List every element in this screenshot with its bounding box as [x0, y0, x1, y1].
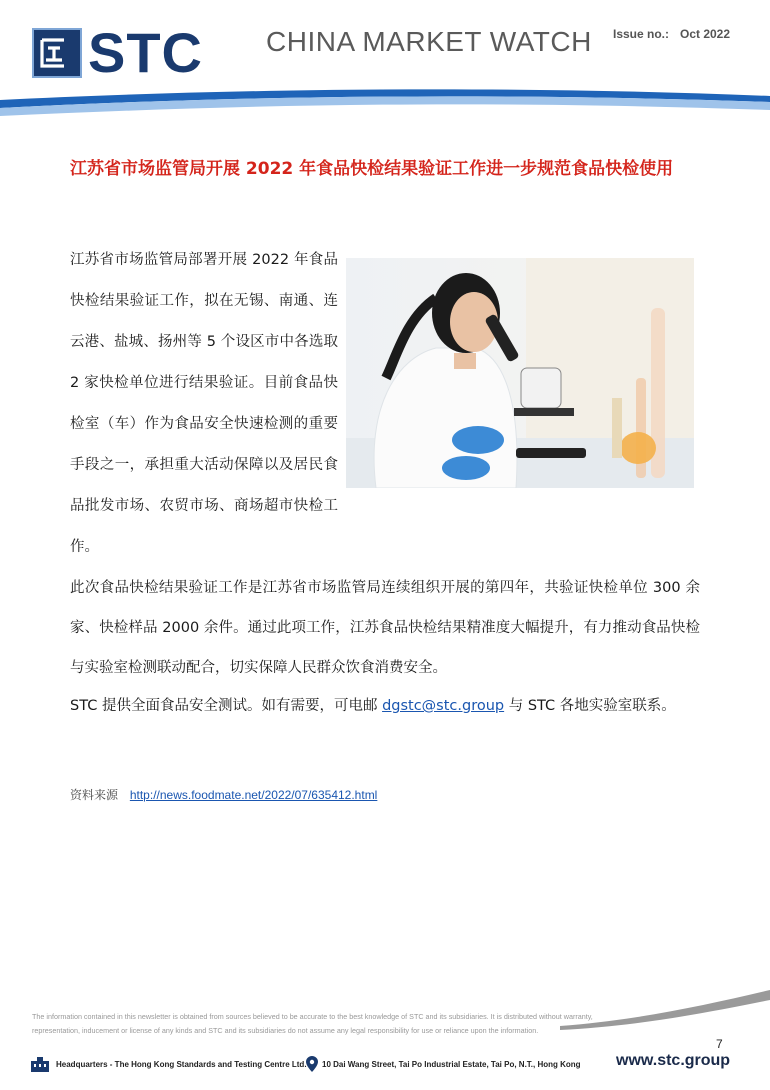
logo-emblem-icon	[32, 28, 82, 78]
source-label: 资料来源	[70, 788, 119, 802]
disclaimer: The information contained in this newsletter is obtained from sources believed to be accurate to the best knowledge of STC and its subsidiaries. It is distributed without warranty, representation, inducement or license of any kinds and STC and its subsidiaries do not assume any legal responsibility for use or reliance upon the information.	[32, 1012, 593, 1035]
address-info	[306, 1056, 581, 1072]
header-swoosh	[0, 86, 770, 126]
body-paragraph-2: 此次食品快检结果验证工作是江苏省市场监管局连续组织开展的第四年，共验证快检单位 300 余家、快检样品 2000 余件。通过此项工作，江苏食品快检结果精准度大幅提升，有力推动食品快检与实验室检测联动配合，切实保障人民群众饮食消费安全。	[70, 580, 700, 676]
body-paragraph-3	[70, 686, 700, 726]
address-text: 10 Dai Wang Street, Tai Po Industrial Estate, Tai Po, N.T., Hong Kong	[322, 1059, 581, 1069]
footer-swoosh	[560, 990, 770, 1030]
headquarters-info	[30, 1056, 307, 1072]
source-link[interactable]: http://news.foodmate.net/2022/07/635412.html	[129, 788, 378, 802]
source-line	[70, 786, 377, 803]
article-title: 江苏省市场监管局开展 2022 年食品快检结果验证工作进一步规范食品快检使用	[70, 159, 674, 179]
intro-paragraph: 江苏省市场监管局部署开展 2022 年食品快检结果验证工作，拟在无锡、南通、连云港、盐城、扬州等 5 个设区市中各选取 2 家快检单位进行结果验证。目前食品快检室（车）作为食品安全快速检测的重要手段之一，承担重大活动保障以及居民食品批发市场、农贸市场、商场超市快检工作。	[70, 252, 338, 555]
building-icon	[30, 1056, 50, 1072]
issue-value: Oct 2022	[680, 27, 731, 41]
contact-text-before: STC 提供全面食品安全测试。如有需要，可电邮	[70, 698, 383, 714]
email-link[interactable]: dgstc@stc.group	[382, 698, 505, 714]
stc-logo	[32, 21, 203, 84]
page-number: 7	[716, 1037, 723, 1051]
logo-text: STC	[88, 21, 203, 84]
contact-text-after: 与 STC 各地实验室联系。	[504, 698, 676, 714]
issue-label: Issue no.:	[613, 27, 670, 41]
lab-photo	[346, 258, 694, 488]
headquarters-text: Headquarters - The Hong Kong Standards and Testing Centre Ltd.	[56, 1059, 307, 1069]
location-pin-icon	[306, 1056, 318, 1072]
website-link[interactable]: www.stc.group	[616, 1052, 731, 1069]
newsletter-title: CHINA MARKET WATCH	[266, 26, 592, 57]
